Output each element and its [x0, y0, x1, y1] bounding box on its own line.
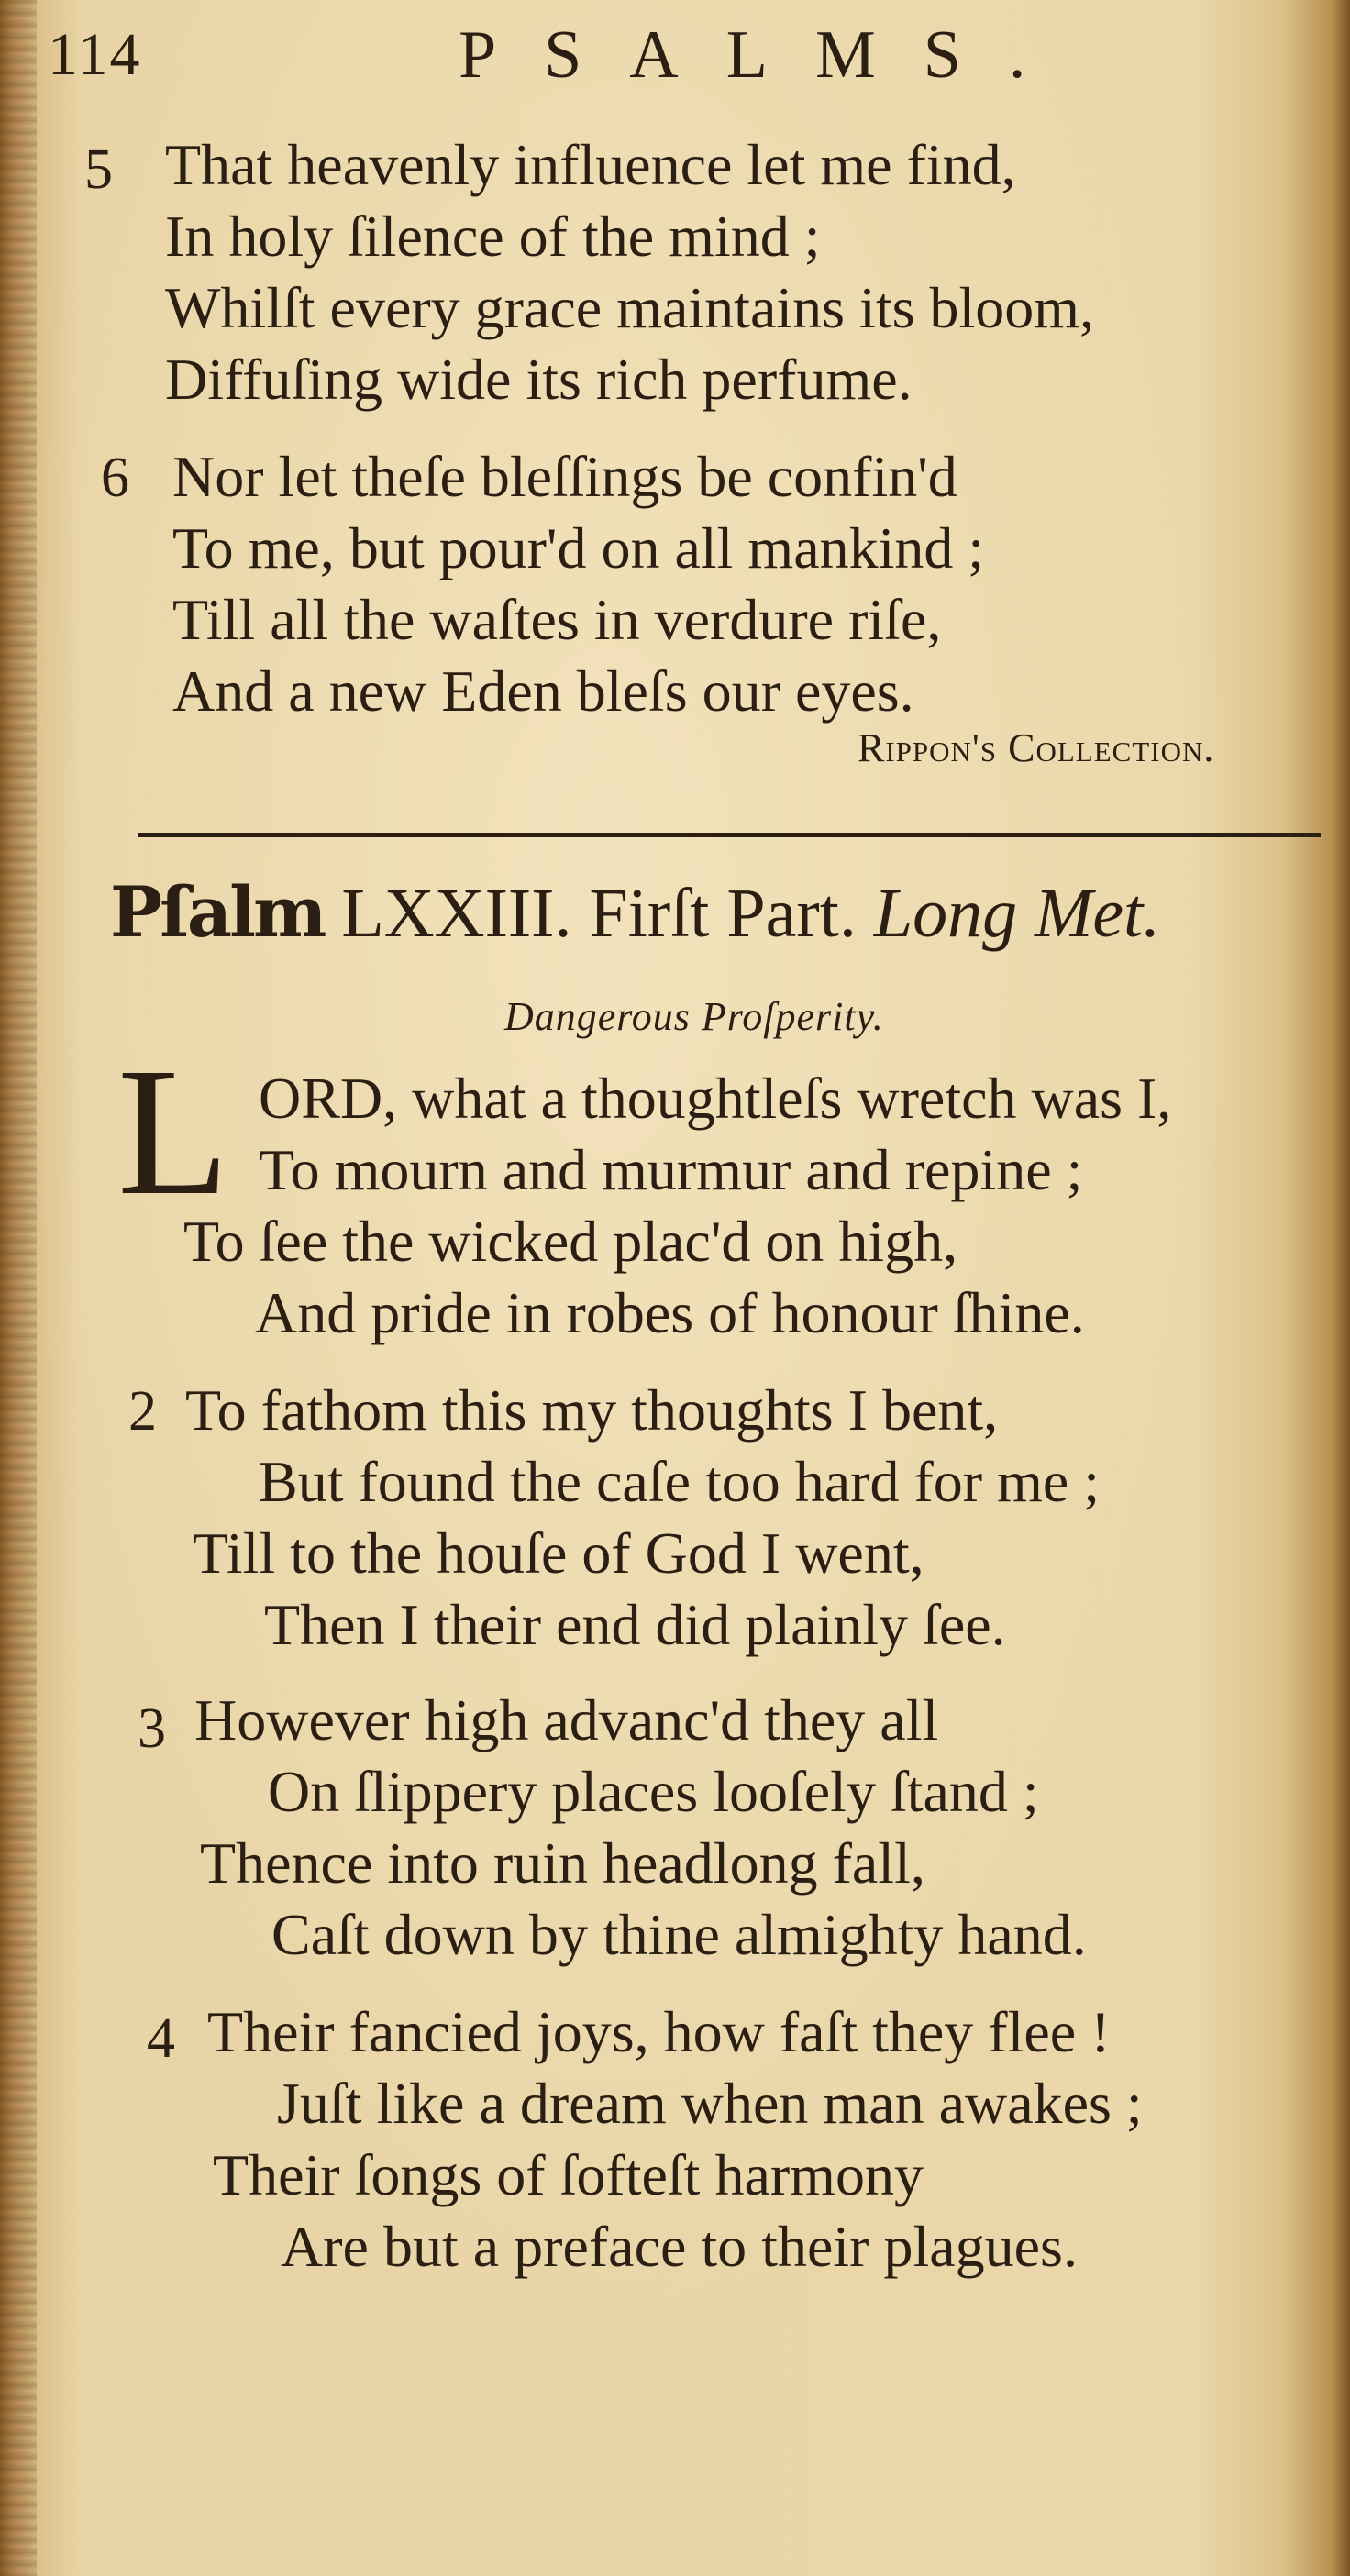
- verse-line: And pride in robes of honour ſhine.: [255, 1280, 1085, 1345]
- running-head: [0, 0, 1350, 101]
- verse-line: But found the caſe too hard for me ;: [259, 1449, 1101, 1514]
- verse-line: Are but a preface to their plagues.: [281, 2214, 1078, 2279]
- psalm-heading: [110, 871, 1160, 954]
- verse-line: Till all the waſtes in verdure riſe,: [172, 587, 942, 652]
- psalm-meter: Long Met.: [873, 875, 1161, 952]
- verse-number: 3: [138, 1697, 166, 1760]
- psalm-heading-blackletter: Pſalm: [110, 871, 325, 953]
- verse-number: 6: [101, 447, 129, 509]
- verse-line: Juſt like a dream when man awakes ;: [277, 2071, 1143, 2136]
- page-number: 114: [48, 21, 142, 88]
- verse-line: Thence into ruin headlong fall,: [200, 1830, 925, 1896]
- psalm-subtitle: Dangerous Proſperity.: [504, 994, 884, 1039]
- verse-line: Nor let theſe bleſſings be confin'd: [172, 444, 957, 509]
- verse-line: However high advanc'd they all: [194, 1687, 939, 1752]
- verse-number: 4: [147, 2007, 175, 2070]
- verse-line: Their fancied joys, how faſt they flee !: [207, 1999, 1111, 2064]
- psalm-heading-number: LXXIII. Firſt Part.: [341, 875, 857, 952]
- attribution: Rippon's Collection.: [858, 725, 1215, 770]
- verse-line: To mourn and murmur and repine ;: [259, 1137, 1083, 1202]
- verse-line: Caſt down by thine almighty hand.: [271, 1902, 1087, 1967]
- verse-line: To ſee the wicked plac'd on high,: [183, 1209, 958, 1274]
- verse-line: Till to the houſe of God I went,: [193, 1520, 924, 1586]
- verse-line: Whilſt every grace maintains its bloom,: [165, 275, 1095, 340]
- verse-line: Then I their end did plainly ſee.: [264, 1592, 1006, 1657]
- verse-line: Diffuſing wide its rich perfume.: [165, 347, 913, 412]
- verse-number: 2: [128, 1380, 157, 1443]
- verse-number: 5: [84, 138, 113, 201]
- section-rule: [138, 833, 1321, 837]
- running-title: PSALMS.: [459, 17, 1074, 93]
- drop-cap: L: [117, 1031, 230, 1233]
- verse-line: Their ſongs of ſofteſt harmony: [213, 2142, 924, 2207]
- verse-line: ORD, what a thoughtleſs wretch was I,: [259, 1066, 1172, 1131]
- verse-line: That heavenly influence let me find,: [165, 132, 1016, 197]
- verse-line: And a new Eden bleſs our eyes.: [172, 658, 914, 724]
- verse-line: To me, but pour'd on all mankind ;: [172, 515, 985, 580]
- verse-line: In holy ſilence of the mind ;: [165, 204, 821, 269]
- verse-line: On ſlippery places looſely ſtand ;: [268, 1759, 1039, 1824]
- verse-line: To fathom this my thoughts I bent,: [185, 1377, 999, 1443]
